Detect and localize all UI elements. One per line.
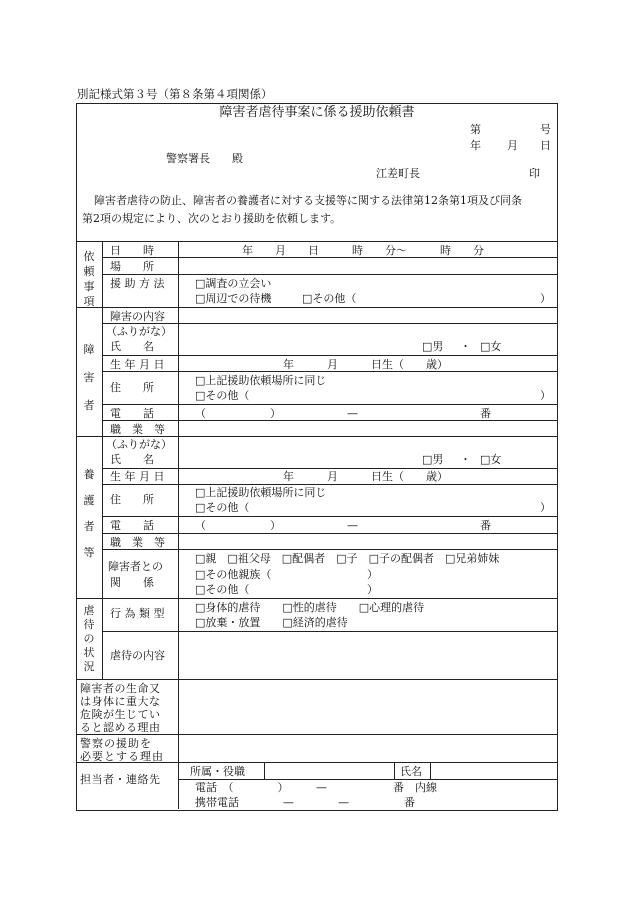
intro-text-line2: 第2項の規定により、次のとおり援助を依頼します。 [82, 212, 342, 225]
seal-mark: 印 [529, 167, 540, 180]
addressee: 警察署長 殿 [166, 152, 243, 165]
intro-text-line1: 障害者虐待の防止、障害者の養護者に対する支援等に関する法律第12条第1項及び同条 [94, 194, 522, 207]
caregiver-phone-close: ） [270, 519, 281, 532]
rule [102, 323, 557, 324]
form-number-header: 別記様式第３号（第８条第４項関係） [77, 87, 273, 101]
abuse-type-row2[interactable]: □放棄・放置 □経済的虐待 [195, 616, 348, 629]
caregiver-job-label: 職 業 等 [110, 536, 165, 549]
method-option-witness[interactable]: □調査の立会い [195, 277, 272, 290]
date-year: 年 [470, 139, 481, 152]
date-day: 日 [540, 139, 551, 152]
number-go: 号 [540, 123, 551, 136]
relation-label-line1: 障害者との [108, 560, 163, 573]
rule [178, 241, 179, 809]
rule [102, 274, 557, 275]
rule [102, 257, 557, 258]
rule [102, 549, 557, 550]
caregiver-phone-dash: — [347, 519, 358, 532]
victim-address-label: 住 所 [110, 381, 154, 394]
danger-reason-label: 障害者の生命又 は身体に重大な 危険が生じてい ると認める理由 [80, 682, 161, 734]
abuse-type-label: 行 為 類 型 [110, 607, 165, 620]
rule [102, 241, 103, 679]
date-month: 月 [507, 139, 518, 152]
datetime-value: 年 月 日 時 分～ 時 分 [242, 244, 484, 257]
victim-phone-close: ） [270, 407, 281, 420]
relation-other-relative[interactable]: □その他親族（ [195, 568, 272, 581]
method-label: 援 助 方 法 [110, 277, 165, 290]
method-option-other[interactable]: □その他（ [302, 292, 357, 305]
rule [394, 762, 395, 779]
caregiver-address-other[interactable]: □その他（ [195, 501, 250, 514]
rule [178, 779, 557, 780]
rule [76, 734, 557, 735]
caregiver-phone-ban: 番 [480, 519, 491, 532]
rule [264, 762, 265, 779]
contact-phone-line: 電話 （ ） — 番 内線 [195, 781, 437, 794]
abuse-content-label: 虐待の内容 [110, 649, 165, 662]
caregiver-group-label: 養 護 者 等 [83, 468, 95, 559]
caregiver-phone-label: 電 話 [110, 519, 154, 532]
victim-sex-female[interactable]: □女 [480, 340, 502, 353]
victim-furigana-label: （ふりがな） [106, 325, 172, 338]
victim-birth-label: 生 年 月 日 [110, 358, 165, 371]
relation-label-line2: 関 係 [110, 576, 154, 589]
rule [102, 404, 557, 405]
rule [102, 484, 557, 485]
victim-sex-dot: ・ [460, 340, 471, 353]
relation-other-close: ） [367, 583, 378, 596]
relation-other[interactable]: □その他（ [195, 583, 250, 596]
rule [76, 307, 557, 308]
method-option-standby[interactable]: □周辺での待機 [195, 292, 272, 305]
rule [76, 598, 557, 599]
caregiver-address-close: ） [540, 501, 551, 514]
abuse-type-row1[interactable]: □身体的虐待 □性的虐待 □心理的虐待 [195, 601, 425, 614]
rule [102, 631, 557, 632]
rule [76, 436, 557, 437]
caregiver-sex-dot: ・ [460, 453, 471, 466]
victim-sex-male[interactable]: □男 [422, 340, 444, 353]
caregiver-furigana-label: （ふりがな） [106, 438, 172, 451]
caregiver-phone-open: （ [195, 519, 206, 532]
page-title: 障害者虐待事案に係る援助依頼書 [219, 105, 415, 120]
contact-label: 担当者・連絡先 [80, 773, 161, 786]
victim-name-label: 氏 名 [110, 340, 154, 353]
police-reason-label: 警察の援助を 必要とする理由 [80, 737, 164, 763]
relation-other-relative-close: ） [367, 568, 378, 581]
rule [102, 516, 557, 517]
victim-group-label: 障 害 者 [83, 343, 95, 412]
rule [102, 371, 557, 372]
disability-label: 障害の内容 [110, 310, 165, 323]
caregiver-sex-male[interactable]: □男 [422, 453, 444, 466]
rule [102, 468, 557, 469]
rule [102, 355, 557, 356]
datetime-label: 日 時 [110, 244, 154, 257]
caregiver-birth-value: 年 月 日生（ 歳） [283, 470, 448, 483]
place-label: 場 所 [110, 260, 154, 273]
victim-phone-label: 電 話 [110, 407, 154, 420]
rule [430, 762, 431, 779]
caregiver-birth-label: 生 年 月 日 [110, 470, 165, 483]
victim-job-label: 職 業 等 [110, 423, 165, 436]
victim-address-same[interactable]: □上記援助依頼場所に同じ [195, 374, 327, 387]
relation-options-row1[interactable]: □親 □祖父母 □配偶者 □子 □子の配偶者 □兄弟姉妹 [195, 552, 500, 565]
caregiver-address-label: 住 所 [110, 493, 154, 506]
request-group-label: 依 頼 事 項 [83, 250, 95, 308]
rule [102, 420, 557, 421]
contact-name-label: 氏名 [400, 765, 422, 778]
caregiver-address-same[interactable]: □上記援助依頼場所に同じ [195, 486, 327, 499]
victim-address-close: ） [540, 389, 551, 402]
rule [76, 679, 557, 680]
victim-address-other[interactable]: □その他（ [195, 389, 250, 402]
victim-birth-value: 年 月 日生（ 歳） [283, 358, 448, 371]
caregiver-sex-female[interactable]: □女 [480, 453, 502, 466]
abuse-group-label: 虐 待 の 状 況 [83, 604, 95, 673]
caregiver-name-label: 氏 名 [110, 453, 154, 466]
victim-phone-open: （ [195, 407, 206, 420]
rule [76, 241, 557, 242]
victim-phone-ban: 番 [480, 407, 491, 420]
contact-mobile-line: 携帯電話 — — 番 [195, 796, 415, 809]
rule [102, 533, 557, 534]
victim-phone-dash: — [347, 407, 358, 420]
contact-affiliation-label: 所属・役職 [190, 765, 245, 778]
method-other-close: ） [540, 292, 551, 305]
number-dai: 第 [470, 123, 481, 136]
sender-name: 江差町長 [376, 167, 420, 180]
